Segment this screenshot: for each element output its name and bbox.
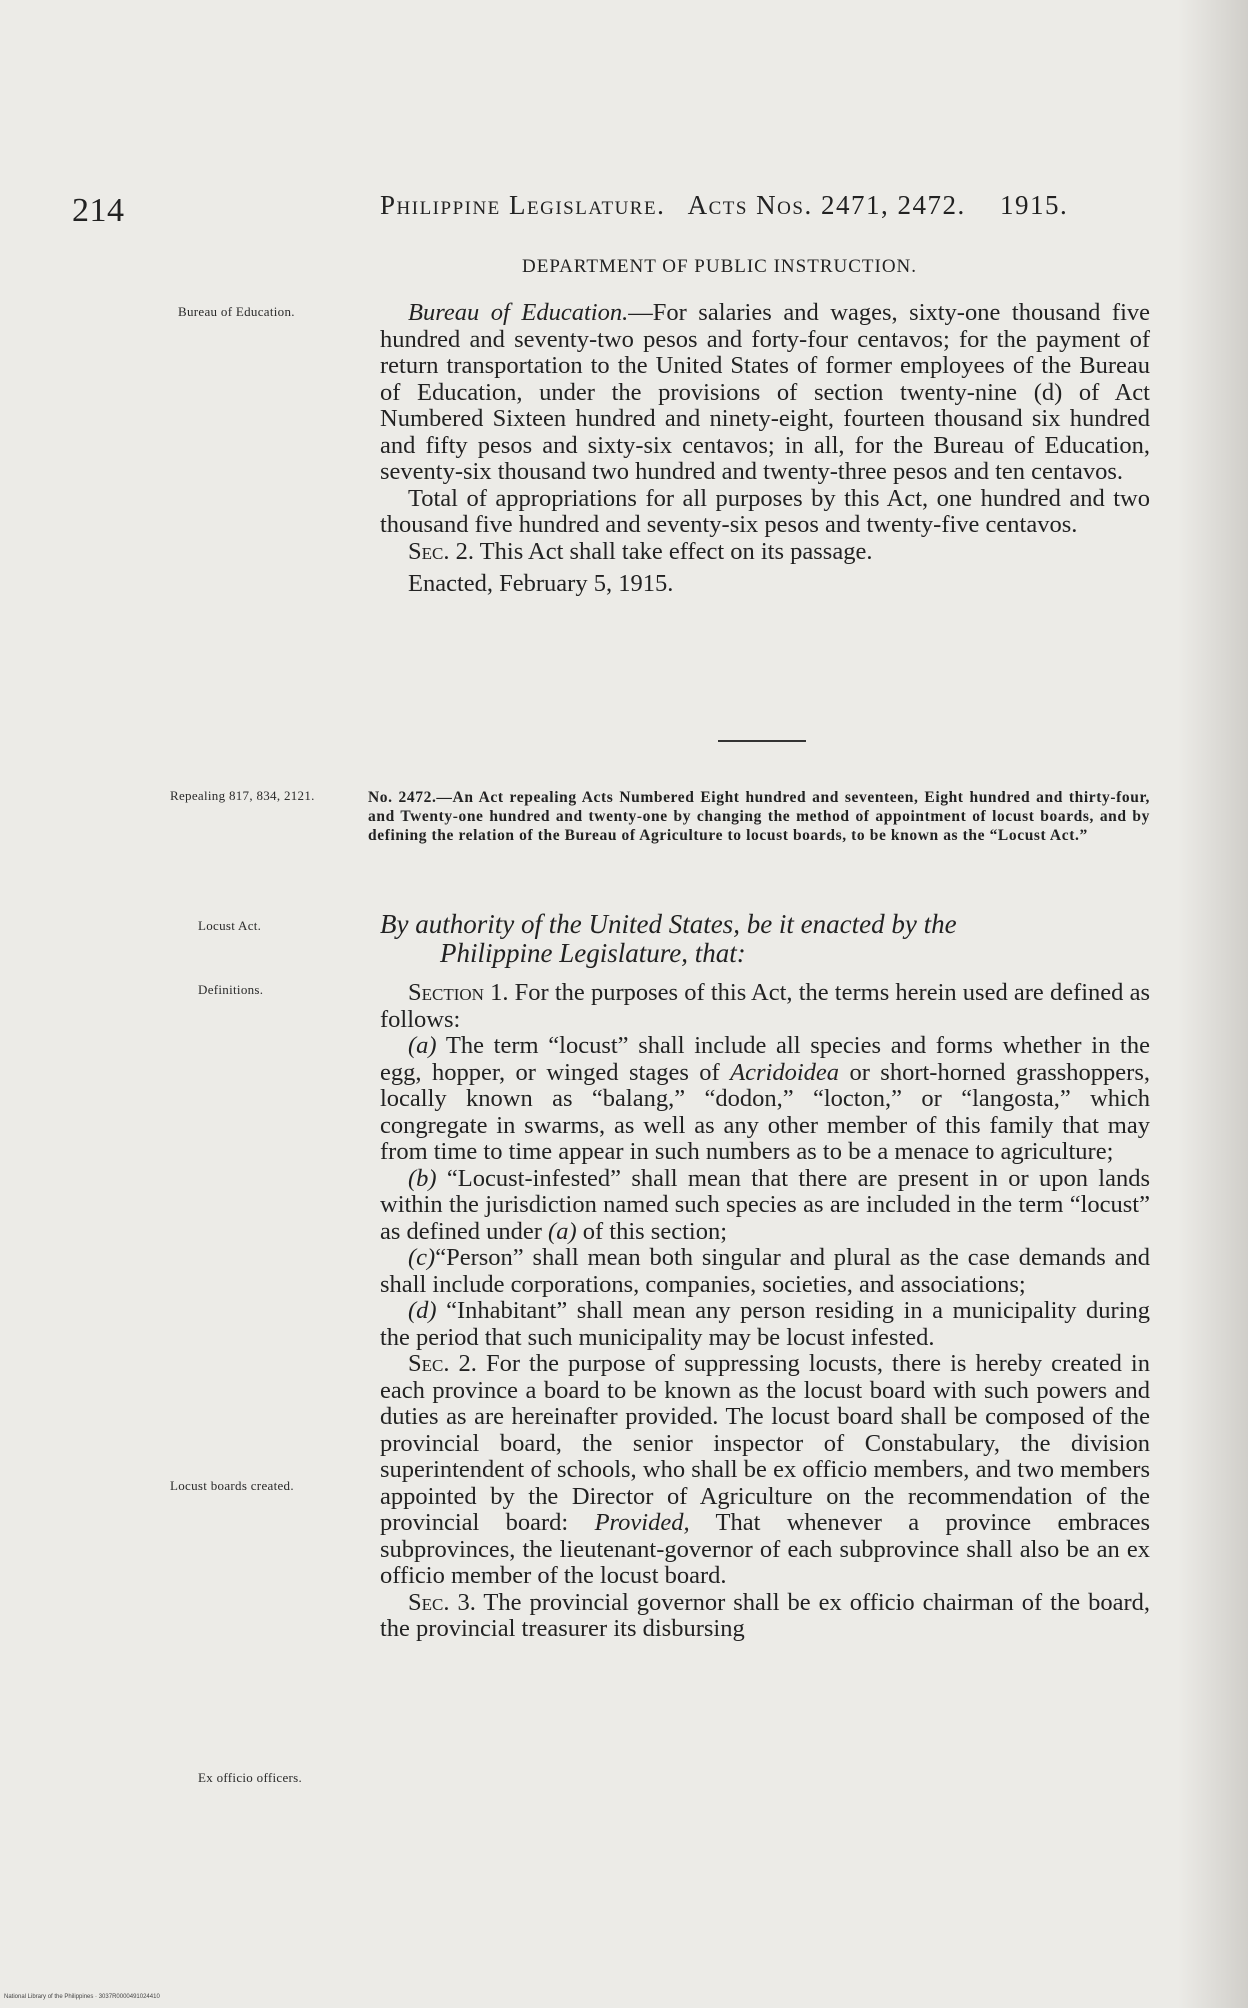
definition-b-text-1: “Locust-infested” shall mean that there are present in or upon lands within the jurisdiction named such species as are included in the term “locust” as defined under [380,1164,1150,1245]
running-title: Philippine Legislature. [380,190,666,220]
total-paragraph: Total of appropriations for all purposes by this Act, one hundred and two thousand five hundred and seventy-six pesos and twenty-five centavos. [380,484,1150,538]
bureau-lead: Bureau of Education. [408,299,629,326]
scan-footer: National Library of the Philippines · 3037R0000491024410 [4,1994,160,2000]
section-1-text: For the purposes of this Act, the terms herein used are defined as follows: [380,979,1150,1033]
definition-b [380,1166,1150,1246]
definition-d-text: “Inhabitant” shall mean any person residing in a municipality during the period that such municipality may be locust infested. [380,1297,1150,1351]
enacted-date: Enacted, February 5, 1915. [408,570,674,597]
section-1-label: Section 1. [408,979,509,1006]
margin-note-definitions: Definitions. [198,982,264,997]
definition-a-text-2: or short-horned grasshoppers, locally known as “balang,” “dodon,” “locton,” or “langosta,” which congregate in swarms, as well as any other member of this family that may from time to time appear in such numbers as to be a menace to agriculture; [380,1058,1150,1165]
section-2-label: Sec. 2. [408,537,474,565]
section-2-text: This Act shall take effect on its passage. [473,537,873,565]
definition-b-label: (b) [408,1164,437,1192]
year: 1915. [999,190,1069,220]
definition-b-ref: (a) [548,1217,577,1245]
enacting-line-2: Philippine Legislature, that: [440,938,746,968]
section-2-locust-paragraph [380,1351,1150,1590]
definition-b-text-2: of this section; [576,1217,727,1245]
section-1-paragraph [380,980,1150,1033]
enacting-clause [380,910,1150,968]
definition-d-label: (d) [408,1297,437,1324]
section-2-locust-label: Sec. 2. [408,1350,477,1377]
definition-a-text-1: The term “locust” shall include all species and forms whether in the egg, hopper, or winged stages of [380,1032,1150,1086]
definition-c-label: (c) [408,1244,436,1271]
section-2-provided: Provided, [594,1509,690,1536]
definition-a [380,1033,1150,1166]
section-3-text: The provincial governor shall be ex officio chairman of the board, the provincial treasurer its disbursing [380,1588,1150,1642]
section-2-paragraph [380,539,1150,566]
margin-note-bureau-education: Bureau of Education. [178,304,295,319]
running-head [380,190,1068,221]
act-2472-body [380,980,1150,1643]
margin-note-locust-act: Locust Act. [198,918,262,933]
section-3-label: Sec. 3. [408,1588,476,1616]
definition-c-text: “Person” shall mean both singular and plural as the case demands and shall include corporations, companies, societies, and associations; [380,1244,1150,1298]
enacting-line-1: By authority of the United States, be it enacted by the [380,909,957,939]
definition-a-label: (a) [408,1032,437,1059]
definition-c [380,1245,1150,1298]
section-2-locust-text-1: For the purpose of suppressing locusts, there is hereby created in each province a board to be known as the locust board with such powers and duties as are hereinafter provided. The locust board shall be composed of the provincial board, the senior inspector of Constabulary, the division superintendent of schools, who shall be ex officio members, and two members appointed by the Director of Agriculture on the recommendation of the provincial board: [380,1350,1150,1536]
acts-numbers: Acts Nos. 2471, 2472. [687,190,966,220]
department-heading: DEPARTMENT OF PUBLIC INSTRUCTION. [522,256,918,277]
margin-note-repealing: Repealing 817, 834, 2121. [170,788,315,803]
page-number: 214 [72,192,125,229]
section-3-paragraph [380,1590,1150,1643]
act-title-text: —An Act repealing Acts Numbered Eight hundred and seventeen, Eight hundred and thirty-four, and Twenty-one hundred and twenty-one by changing the method of appointment of locust boards, and by defining the relation of the Bureau of Agriculture to locust boards, to be known as the “Locust Act.” [368,789,1150,844]
bureau-text: —For salaries and wages, sixty-one thousand five hundred and seventy-two pesos and forty-four centavos; for the payment of return transportation to the United States of former employees of the Bureau of Education, under the provisions of section twenty-nine (d) of Act Numbered Sixteen hundred and ninety-eight, fourteen thousand six hundred and fifty pesos and sixty-six centavos; in all, for the Bureau of Education, seventy-six thousand two hundred and twenty-three pesos and ten centavos. [380,299,1150,485]
definition-d [380,1298,1150,1351]
definition-a-genus: Acridoidea [730,1058,840,1086]
margin-note-ex-officio: Ex officio officers. [198,1770,303,1785]
act-2471-body [380,300,1150,598]
act-number: No. 2472. [368,789,437,806]
bureau-paragraph [380,300,1150,486]
section-divider [718,740,806,742]
act-2472-title [368,788,1150,845]
section-2-locust-text-2: That whenever a province embraces subprovinces, the lieutenant-governor of each subprovince shall also be an ex officio member of the locust board. [380,1509,1151,1589]
margin-note-locust-boards: Locust boards created. [170,1478,294,1493]
